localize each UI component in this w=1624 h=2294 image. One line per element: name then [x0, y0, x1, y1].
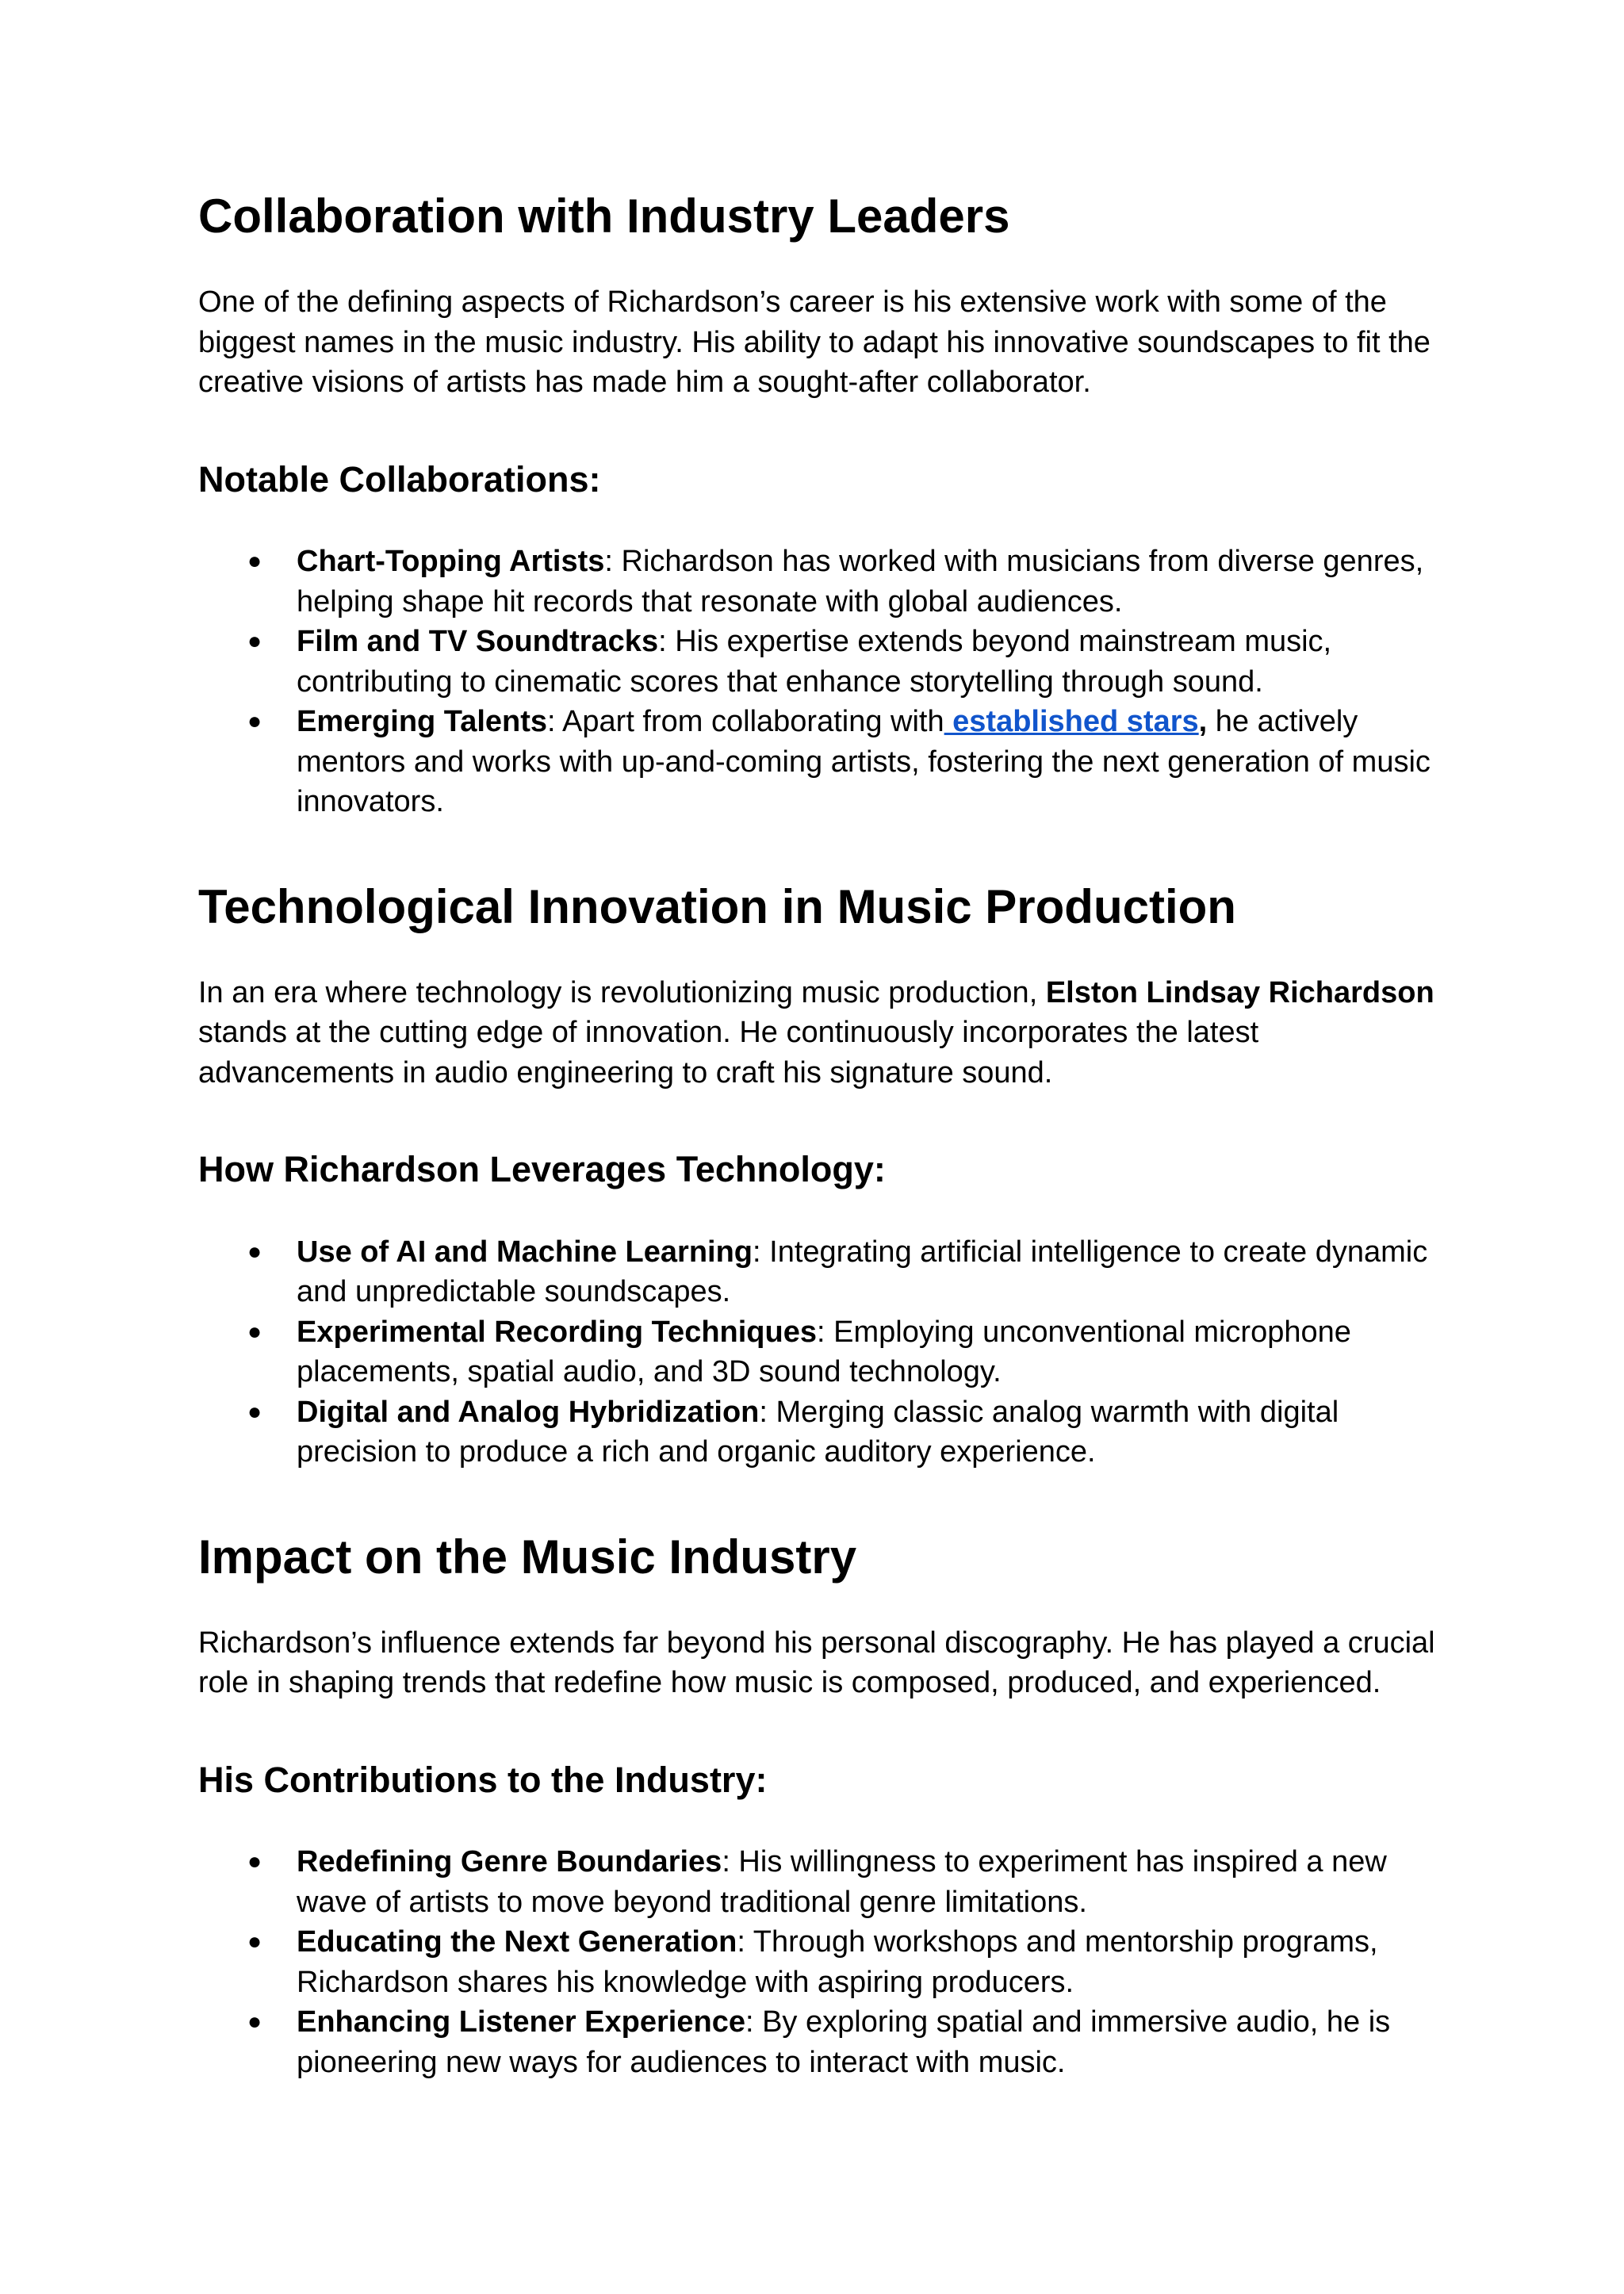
list-item-term: Digital and Analog Hybridization [297, 1395, 760, 1429]
bullet-icon: ● [247, 1848, 262, 1875]
bullet-icon: ● [247, 2009, 262, 2035]
established-stars-link[interactable]: established stars [944, 705, 1199, 738]
section-heading-collaboration: Collaboration with Industry Leaders [198, 190, 1010, 243]
bullet-icon: ● [247, 1238, 262, 1265]
section-intro-collaboration: One of the defining aspects of Richardson’s career is his extensive work with some of the biggest names in the music industry. His ability to adapt his innovative soundscapes to fit the creative visions of artists has made him a sought-after collaborator. [198, 285, 1431, 399]
list-item-text: : Merging classic analog warmth with digital precision to produce a rich and organic auditory experience. [297, 1395, 1339, 1469]
intro-text: In an era where technology is revolutionizing music production, [198, 975, 1046, 1009]
list-item-term: Redefining Genre Boundaries [297, 1845, 722, 1878]
list-item-term: Enhancing Listener Experience [297, 2005, 745, 2039]
bullet-icon: ● [247, 1318, 262, 1345]
list-item [198, 542, 1451, 622]
bullet-icon: ● [247, 1398, 262, 1425]
list-item-text: : Apart from collaborating with [547, 705, 944, 738]
list-item-term: Emerging Talents [297, 705, 548, 738]
list-item-text: : His willingness to experiment has inspired a new wave of artists to move beyond traditional genre limitations. [297, 1845, 1387, 1919]
list-item-text: : Richardson has worked with musicians from diverse genres, helping shape hit records that resonate with global audiences. [297, 545, 1424, 618]
list-item [198, 1392, 1451, 1473]
section-heading-technological-innovation: Technological Innovation in Music Production [198, 879, 1236, 933]
list-item-comma: , [1198, 705, 1208, 738]
list-item-term: Use of AI and Machine Learning [297, 1235, 753, 1269]
list-item-text: : Integrating artificial intelligence to create dynamic and unpredictable soundscapes. [297, 1235, 1428, 1308]
list-item-term: Film and TV Soundtracks [297, 625, 659, 658]
intro-bold-name: Elston Lindsay Richardson [1045, 975, 1434, 1009]
section-heading-impact: Impact on the Music Industry [198, 1530, 857, 1584]
list-item [198, 1842, 1451, 1922]
collaborations-list [198, 542, 1451, 822]
list-item [198, 702, 1451, 822]
contributions-list [198, 1842, 1451, 2082]
subheading-notable-collaborations: Notable Collaborations: [198, 458, 601, 500]
document-page [198, 190, 1451, 2082]
bullet-icon: ● [247, 1928, 262, 1955]
list-item-text: : By exploring spatial and immersive audio, he is pioneering new ways for audiences to interact with music. [297, 2005, 1391, 2079]
intro-text: stands at the cutting edge of innovation. He continuously incorporates the latest advancements in audio engineering to craft his signature sound. [198, 1016, 1259, 1090]
section-intro-impact: Richardson’s influence extends far beyond his personal discography. He has played a crucial role in shaping trends that redefine how music is composed, produced, and experienced. [198, 1626, 1435, 1699]
bullet-icon: ● [247, 548, 262, 574]
list-item-text: : Through workshops and mentorship programs, Richardson shares his knowledge with aspiring producers. [297, 1925, 1378, 1999]
list-item-text: : Employing unconventional microphone placements, spatial audio, and 3D sound technology. [297, 1315, 1351, 1388]
subheading-contributions: His Contributions to the Industry: [198, 1759, 768, 1800]
list-item-term: Chart-Topping Artists [297, 545, 605, 578]
bullet-icon: ● [247, 708, 262, 734]
subheading-how-leverages-technology: How Richardson Leverages Technology: [198, 1149, 886, 1189]
list-item-text: he actively mentors and works with up-and-coming artists, fostering the next generation of music innovators. [297, 705, 1431, 818]
list-item [198, 1312, 1451, 1392]
list-item-term: Educating the Next Generation [297, 1925, 737, 1959]
list-item-term: Experimental Recording Techniques [297, 1315, 818, 1349]
list-item-text: : His expertise extends beyond mainstream music, contributing to cinematic scores that enhance storytelling through sound. [297, 625, 1332, 699]
bullet-icon: ● [247, 628, 262, 654]
list-item [198, 2002, 1451, 2082]
list-item [198, 622, 1451, 702]
list-item [198, 1922, 1451, 2002]
list-item [198, 1232, 1451, 1312]
section-intro-technology [198, 973, 1451, 1093]
technology-list [198, 1232, 1451, 1473]
